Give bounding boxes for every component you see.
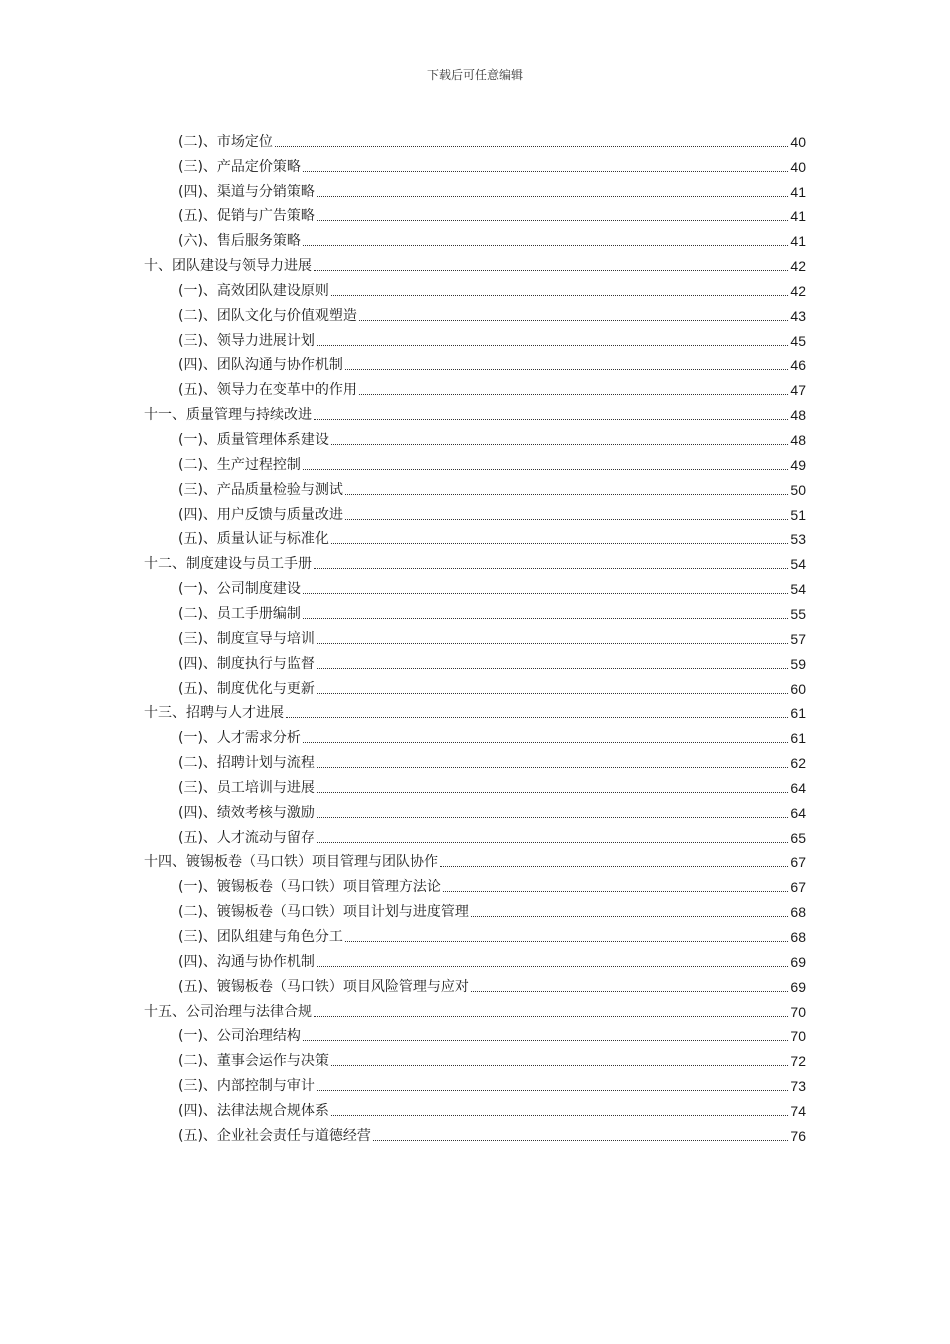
- toc-entry-page-number: 74: [790, 1102, 806, 1119]
- dot-leader: [317, 817, 788, 818]
- toc-entry-title: (四)、团队沟通与协作机制: [178, 357, 343, 374]
- toc-entry[interactable]: [178, 971, 806, 996]
- toc-entry-title: (三)、产品定价策略: [178, 158, 301, 175]
- toc-entry[interactable]: [178, 1120, 806, 1145]
- dot-leader: [331, 444, 788, 445]
- toc-entry-title: 十三、招聘与人才进展: [144, 705, 284, 722]
- toc-entry-page-number: 41: [790, 208, 806, 225]
- dot-leader: [303, 469, 788, 470]
- toc-entry-title: (一)、公司治理结构: [178, 1028, 301, 1045]
- toc-entry[interactable]: [178, 524, 806, 549]
- dot-leader: [314, 1016, 788, 1017]
- dot-leader: [317, 668, 788, 669]
- toc-entry[interactable]: [178, 573, 806, 598]
- toc-entry-page-number: 70: [790, 1003, 806, 1020]
- toc-entry-title: (一)、镀锡板卷（马口铁）项目管理方法论: [178, 879, 441, 896]
- toc-entry[interactable]: [144, 548, 806, 573]
- toc-entry-title: (三)、团队组建与角色分工: [178, 929, 343, 946]
- toc-entry-title: (三)、内部控制与审计: [178, 1078, 315, 1095]
- toc-entry-title: (五)、企业社会责任与道德经营: [178, 1127, 371, 1144]
- toc-entry-page-number: 65: [790, 829, 806, 846]
- dot-leader: [345, 941, 788, 942]
- dot-leader: [317, 1090, 788, 1091]
- toc-entry-title: (三)、制度宣导与培训: [178, 630, 315, 647]
- toc-entry-page-number: 64: [790, 779, 806, 796]
- dot-leader: [314, 419, 788, 420]
- dot-leader: [303, 618, 788, 619]
- dot-leader: [345, 494, 788, 495]
- dot-leader: [331, 295, 788, 296]
- toc-entry[interactable]: [178, 474, 806, 499]
- dot-leader: [317, 842, 788, 843]
- toc-entry-title: (五)、制度优化与更新: [178, 680, 315, 697]
- toc-entry-page-number: 67: [790, 854, 806, 871]
- toc-entry-page-number: 42: [790, 258, 806, 275]
- toc-entry[interactable]: [178, 300, 806, 325]
- toc-entry-title: (二)、员工手册编制: [178, 605, 301, 622]
- toc-entry[interactable]: [178, 225, 806, 250]
- toc-entry[interactable]: [178, 126, 806, 151]
- toc-entry-page-number: 53: [790, 531, 806, 548]
- page-header: 下载后可任意编辑: [426, 68, 523, 82]
- toc-entry-page-number: 68: [790, 904, 806, 921]
- toc-entry-page-number: 70: [790, 1028, 806, 1045]
- toc-entry-title: (二)、镀锡板卷（马口铁）项目计划与进度管理: [178, 904, 469, 921]
- toc-entry[interactable]: [178, 747, 806, 772]
- toc-entry-title: (二)、招聘计划与流程: [178, 755, 315, 772]
- toc-entry[interactable]: [178, 921, 806, 946]
- toc-entry[interactable]: [178, 598, 806, 623]
- toc-entry-title: (一)、质量管理体系建设: [178, 432, 329, 449]
- toc-entry[interactable]: [144, 996, 806, 1021]
- toc-entry[interactable]: [178, 275, 806, 300]
- dot-leader: [314, 270, 788, 271]
- toc-entry[interactable]: [178, 1070, 806, 1095]
- toc-entry-page-number: 41: [790, 233, 806, 250]
- toc-entry-page-number: 55: [790, 605, 806, 622]
- dot-leader: [317, 345, 788, 346]
- toc-entry[interactable]: [178, 946, 806, 971]
- toc-entry[interactable]: [178, 722, 806, 747]
- toc-entry-page-number: 45: [790, 332, 806, 349]
- toc-entry[interactable]: [144, 399, 806, 424]
- toc-entry-page-number: 68: [790, 929, 806, 946]
- toc-entry-title: (五)、人才流动与留存: [178, 829, 315, 846]
- dot-leader: [471, 991, 788, 992]
- dot-leader: [303, 742, 788, 743]
- toc-entry-title: (四)、制度执行与监督: [178, 655, 315, 672]
- toc-entry[interactable]: [178, 1021, 806, 1046]
- toc-entry-page-number: 54: [790, 581, 806, 598]
- toc-entry-page-number: 50: [790, 481, 806, 498]
- toc-entry-title: (五)、领导力在变革中的作用: [178, 382, 357, 399]
- toc-entry-page-number: 59: [790, 655, 806, 672]
- toc-entry[interactable]: [178, 1095, 806, 1120]
- toc-entry-title: (六)、售后服务策略: [178, 233, 301, 250]
- toc-entry[interactable]: [178, 449, 806, 474]
- dot-leader: [471, 916, 788, 917]
- toc-entry-page-number: 41: [790, 183, 806, 200]
- toc-entry-title: (一)、高效团队建设原则: [178, 282, 329, 299]
- toc-entry[interactable]: [178, 350, 806, 375]
- toc-entry[interactable]: [178, 648, 806, 673]
- toc-entry[interactable]: [178, 151, 806, 176]
- dot-leader: [317, 792, 788, 793]
- toc-entry-title: (五)、质量认证与标准化: [178, 531, 329, 548]
- dot-leader: [303, 1040, 788, 1041]
- dot-leader: [303, 593, 788, 594]
- toc-entry-page-number: 54: [790, 556, 806, 573]
- dot-leader: [331, 543, 788, 544]
- dot-leader: [317, 220, 788, 221]
- dot-leader: [345, 369, 788, 370]
- toc-entry[interactable]: [178, 772, 806, 797]
- toc-entry-title: (二)、团队文化与价值观塑造: [178, 307, 357, 324]
- toc-entry-title: 十一、质量管理与持续改进: [144, 407, 312, 424]
- dot-leader: [373, 1140, 788, 1141]
- dot-leader: [317, 196, 788, 197]
- toc-entry-page-number: 61: [790, 705, 806, 722]
- toc-entry[interactable]: [178, 872, 806, 897]
- toc-entry-page-number: 69: [790, 978, 806, 995]
- toc-entry[interactable]: [178, 673, 806, 698]
- dot-leader: [331, 1065, 788, 1066]
- toc-entry-title: 十、团队建设与领导力进展: [144, 258, 312, 275]
- dot-leader: [359, 394, 788, 395]
- toc-entry-page-number: 40: [790, 158, 806, 175]
- toc-entry-title: (三)、领导力进展计划: [178, 332, 315, 349]
- toc-entry-title: (四)、渠道与分销策略: [178, 183, 315, 200]
- toc-entry[interactable]: [178, 797, 806, 822]
- toc-entry-title: 十五、公司治理与法律合规: [144, 1003, 312, 1020]
- dot-leader: [317, 966, 788, 967]
- toc-entry-title: (三)、产品质量检验与测试: [178, 481, 343, 498]
- toc-entry[interactable]: [178, 896, 806, 921]
- toc-entry-title: (三)、员工培训与进展: [178, 779, 315, 796]
- toc-entry-title: (四)、沟通与协作机制: [178, 953, 315, 970]
- toc-entry-page-number: 46: [790, 357, 806, 374]
- toc-entry-page-number: 73: [790, 1078, 806, 1095]
- toc-entry-page-number: 61: [790, 730, 806, 747]
- toc-entry[interactable]: [144, 698, 806, 723]
- dot-leader: [275, 146, 788, 147]
- toc-entry-page-number: 42: [790, 282, 806, 299]
- toc-entry-title: (四)、绩效考核与激励: [178, 804, 315, 821]
- toc-entry-title: (二)、市场定位: [178, 133, 273, 150]
- toc-entry[interactable]: [178, 822, 806, 847]
- toc-entry-title: (一)、公司制度建设: [178, 581, 301, 598]
- toc-entry-page-number: 72: [790, 1053, 806, 1070]
- toc-entry[interactable]: [178, 499, 806, 524]
- toc-entry-title: (二)、董事会运作与决策: [178, 1053, 329, 1070]
- toc-entry-page-number: 40: [790, 133, 806, 150]
- dot-leader: [440, 866, 788, 867]
- toc-entry[interactable]: [178, 424, 806, 449]
- toc-entry-title: 十四、镀锡板卷（马口铁）项目管理与团队协作: [144, 854, 438, 871]
- toc-entry-page-number: 48: [790, 407, 806, 424]
- dot-leader: [345, 519, 788, 520]
- toc-entry-title: (一)、人才需求分析: [178, 730, 301, 747]
- toc-entry[interactable]: [178, 1045, 806, 1070]
- toc-entry-page-number: 76: [790, 1127, 806, 1144]
- dot-leader: [443, 891, 788, 892]
- toc-entry-title: (四)、法律法规合规体系: [178, 1102, 329, 1119]
- toc-entry[interactable]: [178, 325, 806, 350]
- dot-leader: [303, 245, 788, 246]
- toc-entry-page-number: 64: [790, 804, 806, 821]
- toc-entry-title: (五)、促销与广告策略: [178, 208, 315, 225]
- toc-entry-page-number: 47: [790, 382, 806, 399]
- toc-entry-title: 十二、制度建设与员工手册: [144, 556, 312, 573]
- toc-entry-title: (二)、生产过程控制: [178, 456, 301, 473]
- toc-entry[interactable]: [144, 847, 806, 872]
- toc-entry[interactable]: [178, 623, 806, 648]
- dot-leader: [317, 767, 788, 768]
- dot-leader: [314, 568, 788, 569]
- dot-leader: [303, 171, 788, 172]
- dot-leader: [317, 643, 788, 644]
- toc-entry-page-number: 51: [790, 506, 806, 523]
- toc-entry-title: (四)、用户反馈与质量改进: [178, 506, 343, 523]
- toc-entry-page-number: 49: [790, 456, 806, 473]
- toc-entry-page-number: 67: [790, 879, 806, 896]
- toc-entry[interactable]: [178, 375, 806, 400]
- toc-entry[interactable]: [178, 201, 806, 226]
- toc-entry[interactable]: [178, 176, 806, 201]
- toc-entry-page-number: 57: [790, 630, 806, 647]
- dot-leader: [359, 320, 788, 321]
- toc-entry-page-number: 60: [790, 680, 806, 697]
- dot-leader: [317, 693, 788, 694]
- toc-entry-page-number: 43: [790, 307, 806, 324]
- toc-entry[interactable]: [144, 250, 806, 275]
- toc-entry-page-number: 62: [790, 755, 806, 772]
- dot-leader: [331, 1115, 788, 1116]
- toc-entry-title: (五)、镀锡板卷（马口铁）项目风险管理与应对: [178, 978, 469, 995]
- toc-entry-page-number: 48: [790, 432, 806, 449]
- dot-leader: [286, 717, 788, 718]
- toc-entry-page-number: 69: [790, 953, 806, 970]
